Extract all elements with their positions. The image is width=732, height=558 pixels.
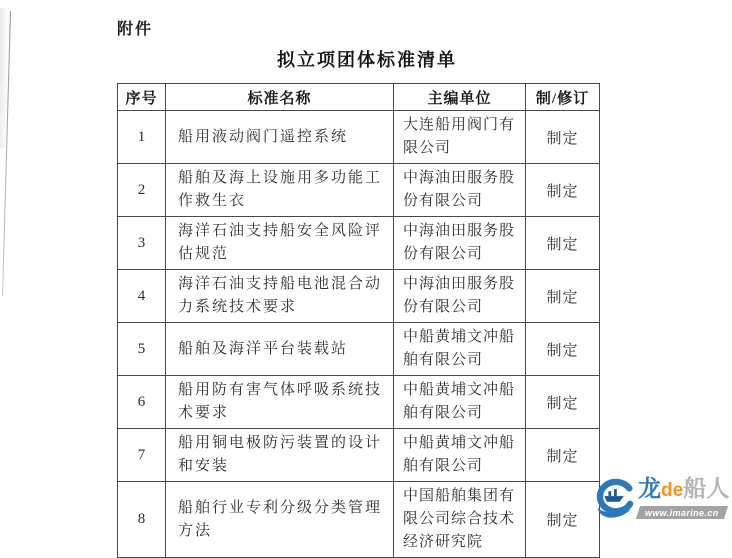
chief-editor-unit: 大连船用阀门有限公司 <box>394 111 526 164</box>
standard-name: 海洋石油支持船电池混合动力系统技术要求 <box>166 270 394 323</box>
column-header-no: 序号 <box>118 84 166 111</box>
standards-table <box>117 83 600 558</box>
row-number: 8 <box>118 482 166 558</box>
row-number: 3 <box>118 217 166 270</box>
table-row <box>118 164 600 217</box>
table-header-row <box>118 84 600 111</box>
watermark-logo <box>593 476 732 528</box>
row-number: 2 <box>118 164 166 217</box>
ship-logo-icon <box>593 478 635 524</box>
attachment-label: 附件 <box>117 21 154 38</box>
revision-type: 制定 <box>526 111 600 164</box>
table-row <box>118 482 600 558</box>
watermark-url-banner <box>636 506 728 519</box>
chief-editor-unit: 中国船舶集团有限公司综合技术经济研究院 <box>394 482 526 558</box>
brand-char-orange: de <box>661 480 684 501</box>
standard-name: 船用铜电极防污装置的设计和安装 <box>166 429 394 482</box>
revision-type: 制定 <box>526 482 600 558</box>
table-row <box>118 429 600 482</box>
table-row <box>118 111 600 164</box>
column-header-chief-editor-unit: 主编单位 <box>394 84 526 111</box>
brand-char-gray: 船人 <box>683 475 730 501</box>
revision-type: 制定 <box>526 270 600 323</box>
watermark-url: www.imarine.cn <box>645 507 719 518</box>
column-header-standard-name: 标准名称 <box>166 84 394 111</box>
standard-name: 船舶及海上设施用多功能工作救生衣 <box>166 164 394 217</box>
revision-type: 制定 <box>526 429 600 482</box>
table-row <box>118 323 600 376</box>
chief-editor-unit: 中海油田服务股份有限公司 <box>394 164 526 217</box>
chief-editor-unit: 中海油田服务股份有限公司 <box>394 217 526 270</box>
table-row <box>118 217 600 270</box>
watermark-brand-text <box>638 476 729 504</box>
row-number: 6 <box>118 376 166 429</box>
column-header-revision-type: 制/修订 <box>526 84 600 111</box>
standard-name: 船用防有害气体呼吸系统技术要求 <box>166 376 394 429</box>
row-number: 7 <box>118 429 166 482</box>
row-number: 1 <box>118 111 166 164</box>
revision-type: 制定 <box>526 164 600 217</box>
table-row <box>118 270 600 323</box>
table-row <box>118 376 600 429</box>
standard-name: 船舶及海洋平台装载站 <box>166 323 394 376</box>
row-number: 4 <box>118 270 166 323</box>
chief-editor-unit: 中船黄埔文冲船舶有限公司 <box>394 376 526 429</box>
brand-char-blue: 龙 <box>638 475 661 501</box>
chief-editor-unit: 中船黄埔文冲船舶有限公司 <box>394 323 526 376</box>
standard-name: 海洋石油支持船安全风险评估规范 <box>166 217 394 270</box>
standard-name: 船用液动阀门遥控系统 <box>166 111 394 164</box>
revision-type: 制定 <box>526 323 600 376</box>
chief-editor-unit: 中海油田服务股份有限公司 <box>394 270 526 323</box>
row-number: 5 <box>118 323 166 376</box>
revision-type: 制定 <box>526 376 600 429</box>
page-title: 拟立项团体标准清单 <box>277 50 457 70</box>
chief-editor-unit: 中船黄埔文冲船舶有限公司 <box>394 429 526 482</box>
revision-type: 制定 <box>526 217 600 270</box>
standard-name: 船舶行业专利分级分类管理方法 <box>166 482 394 558</box>
